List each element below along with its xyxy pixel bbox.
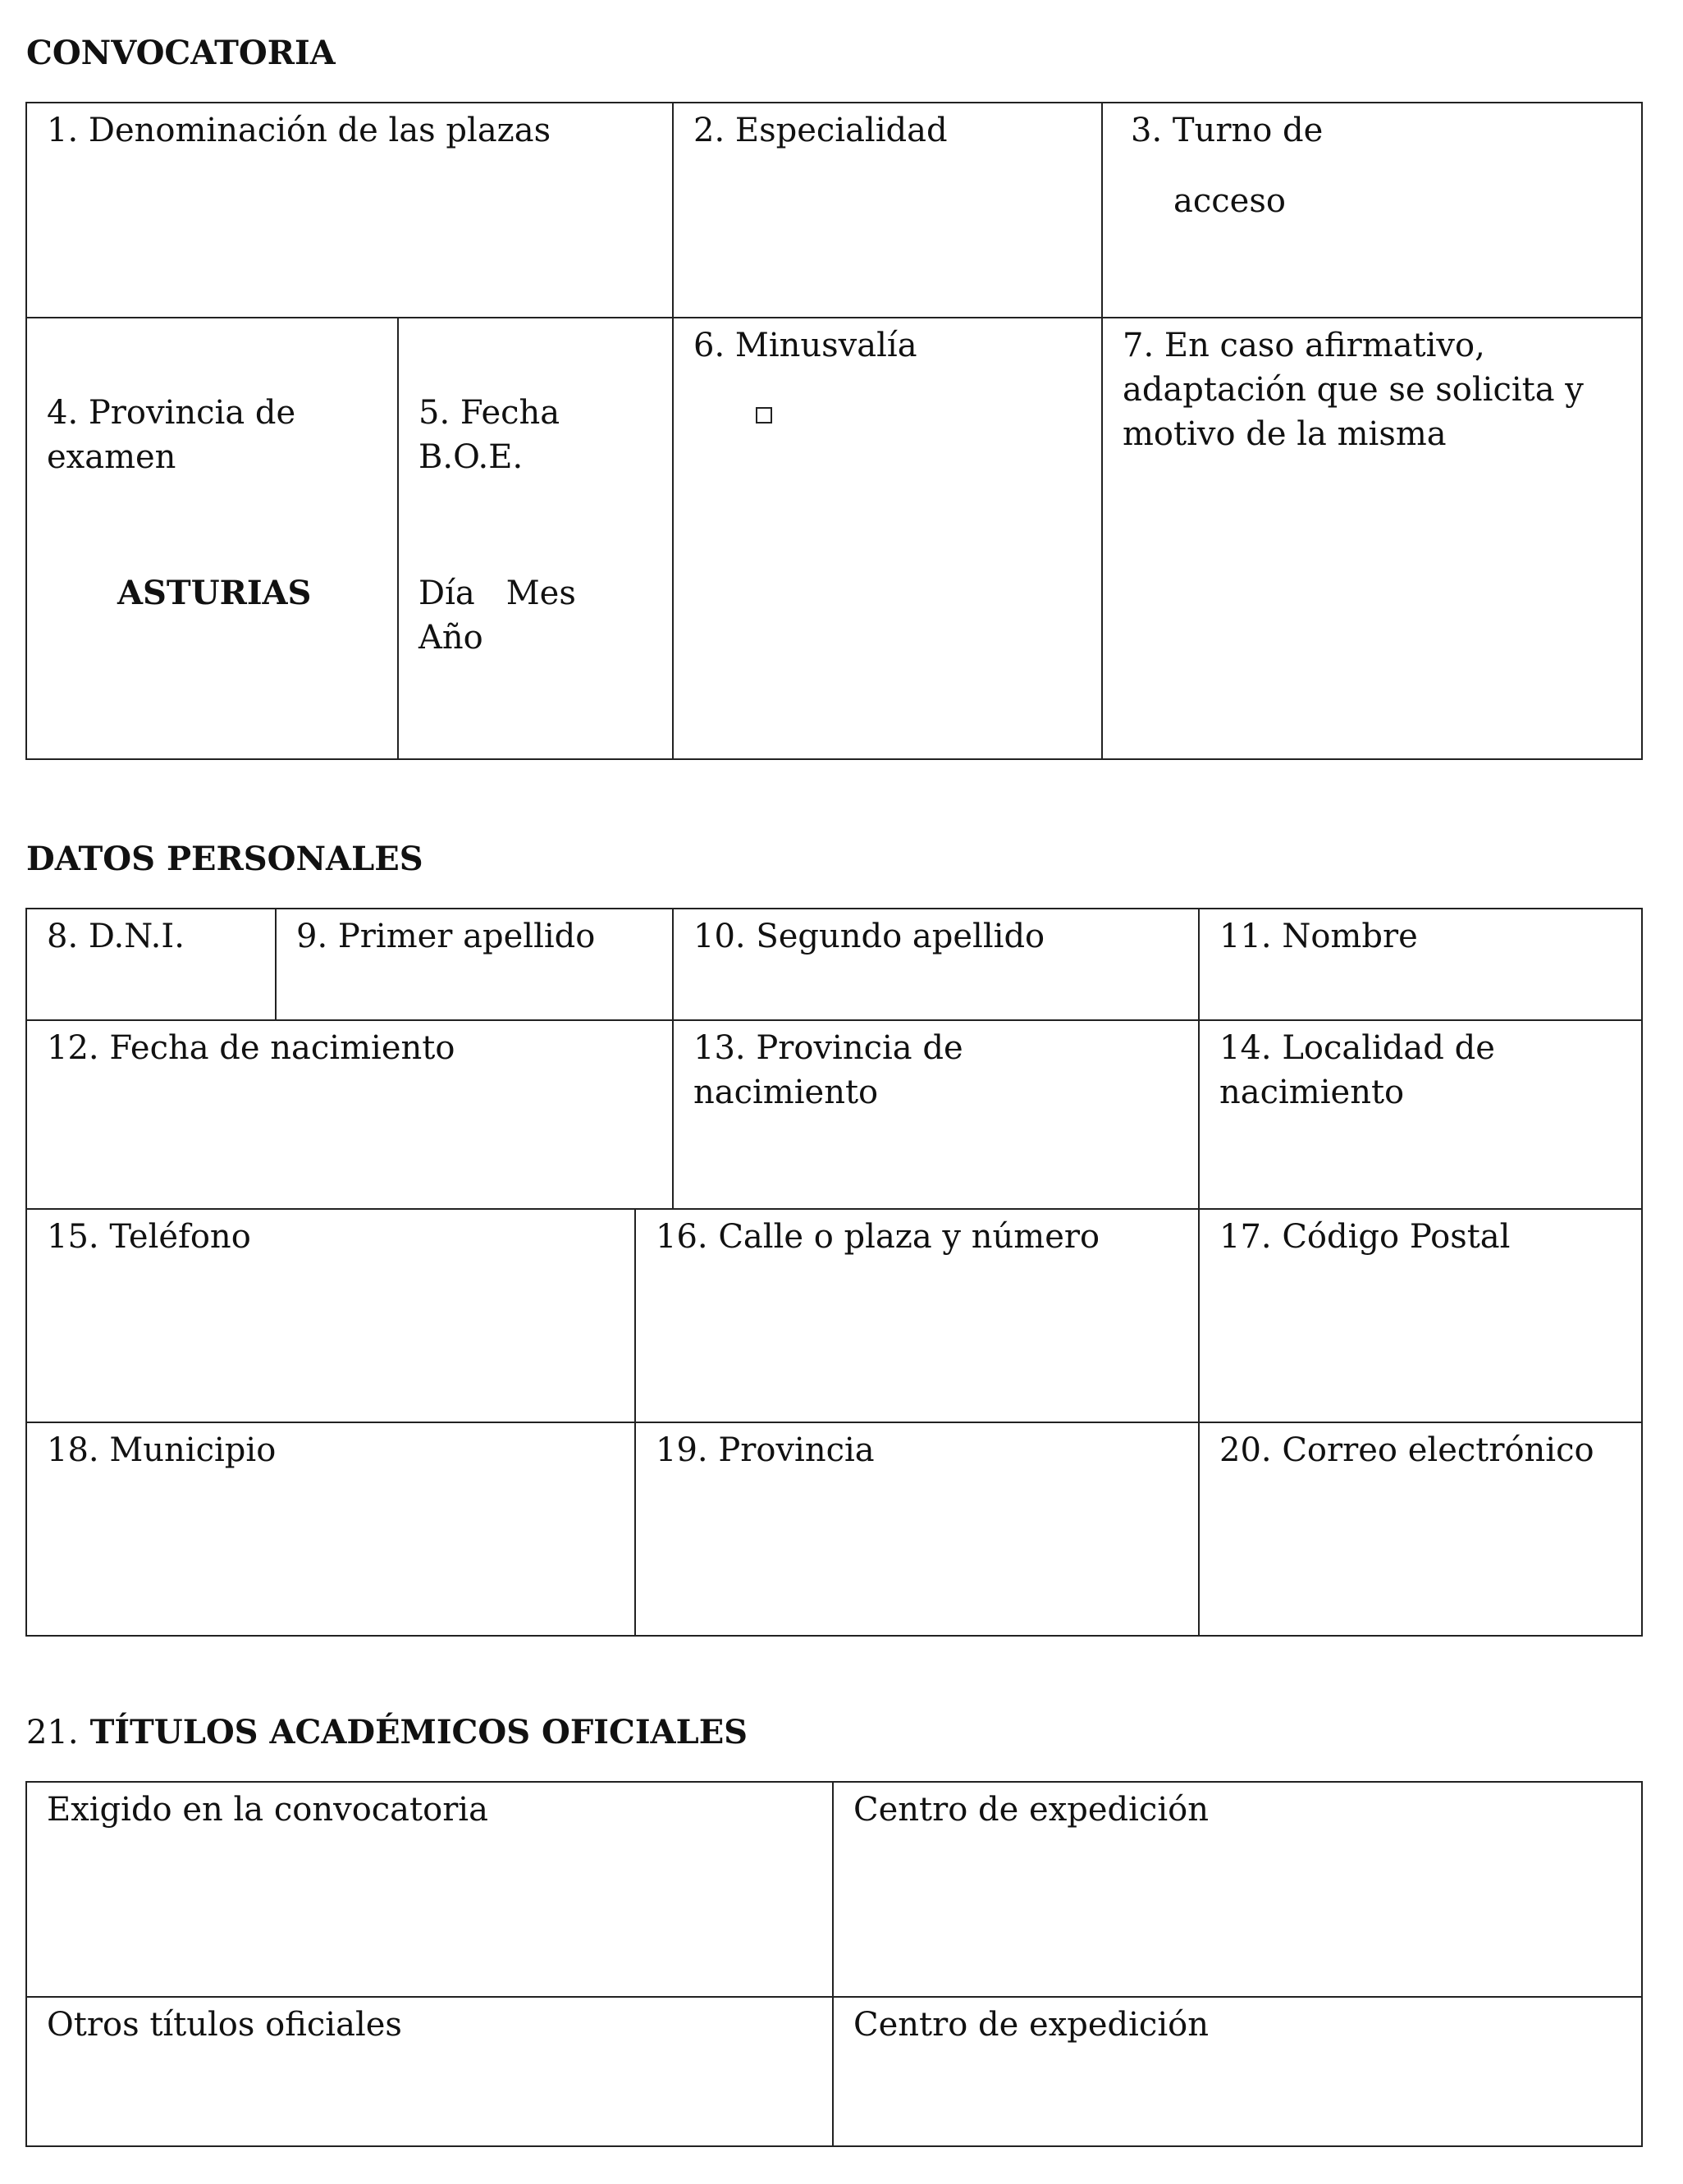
field-label: 10. Segundo apellido xyxy=(693,918,1045,955)
field-correo[interactable] xyxy=(1200,1423,1641,1635)
field-fecha-boe[interactable] xyxy=(399,318,674,758)
field-provincia-examen[interactable] xyxy=(27,318,399,758)
field-especialidad[interactable] xyxy=(674,103,1103,318)
field-centro-expedicion-1[interactable] xyxy=(834,1783,1641,1998)
field-label: 1. Denominación de las plazas xyxy=(47,112,551,149)
field-telefono[interactable] xyxy=(27,1210,636,1423)
field-codigo-postal[interactable] xyxy=(1200,1210,1641,1423)
section-heading-convocatoria: CONVOCATORIA xyxy=(26,34,336,72)
field-provincia-nacimiento[interactable] xyxy=(674,1021,1200,1210)
field-otros-titulos[interactable] xyxy=(27,1998,834,2145)
section-heading-titulos xyxy=(26,1710,748,1755)
field-fecha-nacimiento[interactable] xyxy=(27,1021,674,1210)
field-calle[interactable] xyxy=(636,1210,1200,1423)
field-label-continued: acceso xyxy=(1173,182,1286,220)
field-provincia[interactable] xyxy=(636,1423,1200,1635)
field-label: 8. D.N.I. xyxy=(47,918,185,955)
field-label: 9. Primer apellido xyxy=(296,918,596,955)
minusvalia-checkbox-icon[interactable] xyxy=(756,407,772,424)
field-segundo-apellido[interactable] xyxy=(674,909,1200,1021)
field-label: 11. Nombre xyxy=(1219,918,1418,955)
section-heading-datos-personales: DATOS PERSONALES xyxy=(26,840,423,878)
field-label: 14. Localidad de nacimiento xyxy=(1219,1029,1495,1111)
field-denominacion[interactable] xyxy=(27,103,674,318)
field-turno-acceso[interactable] xyxy=(1103,103,1641,318)
field-minusvalia xyxy=(674,318,1103,758)
field-centro-expedicion-2[interactable] xyxy=(834,1998,1641,2145)
field-localidad-nacimiento[interactable] xyxy=(1200,1021,1641,1210)
section-number: 21. xyxy=(26,1714,79,1751)
datos-personales-table xyxy=(25,908,1643,1637)
field-titulo-exigido[interactable] xyxy=(27,1783,834,1998)
fecha-mes-label: Mes xyxy=(505,575,576,612)
field-label: 13. Provincia de nacimiento xyxy=(693,1029,963,1111)
fecha-dia-label: Día xyxy=(418,575,475,612)
fecha-ano-label: Año xyxy=(418,619,483,657)
field-adaptacion[interactable] xyxy=(1103,318,1641,758)
field-label: 15. Teléfono xyxy=(47,1218,251,1256)
field-label: 2. Especialidad xyxy=(693,112,948,149)
field-label: 17. Código Postal xyxy=(1219,1218,1511,1256)
titulos-table xyxy=(25,1781,1643,2147)
section-title: TÍTULOS ACADÉMICOS OFICIALES xyxy=(89,1713,748,1751)
field-label: 7. En caso afirmativo, adaptación que se solicita y motivo de la misma xyxy=(1123,327,1584,453)
field-label: 3. Turno de xyxy=(1131,112,1324,149)
field-label: 6. Minusvalía xyxy=(693,327,917,364)
field-label: 20. Correo electrónico xyxy=(1219,1431,1594,1469)
field-label: 12. Fecha de nacimiento xyxy=(47,1029,455,1067)
field-primer-apellido[interactable] xyxy=(277,909,674,1021)
provincia-examen-value: ASTURIAS xyxy=(117,574,312,612)
field-nombre[interactable] xyxy=(1200,909,1641,1021)
field-label: 5. Fecha xyxy=(418,394,560,432)
field-label: Exigido en la convocatoria xyxy=(47,1791,488,1829)
field-label-continued: examen xyxy=(47,438,176,476)
field-label: Otros títulos oficiales xyxy=(47,2006,402,2044)
field-label: 19. Provincia xyxy=(656,1431,875,1469)
field-label: 4. Provincia de xyxy=(47,394,296,432)
field-label: Centro de expedición xyxy=(853,1791,1209,1829)
field-label-continued: B.O.E. xyxy=(418,438,524,476)
field-dni[interactable] xyxy=(27,909,277,1021)
convocatoria-table xyxy=(25,102,1643,760)
field-label: Centro de expedición xyxy=(853,2006,1209,2044)
field-label: 18. Municipio xyxy=(47,1431,277,1469)
field-label: 16. Calle o plaza y número xyxy=(656,1218,1100,1256)
field-municipio[interactable] xyxy=(27,1423,636,1635)
